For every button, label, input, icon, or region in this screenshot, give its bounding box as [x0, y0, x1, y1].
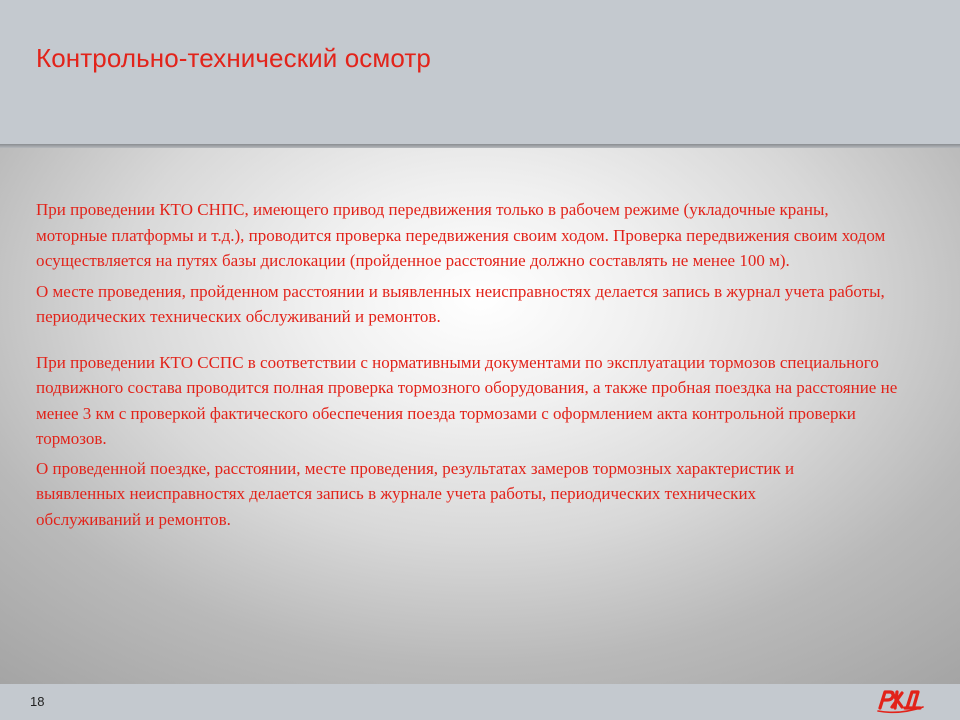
body-text — [36, 197, 916, 532]
rzd-logo-icon — [876, 686, 926, 714]
slide-header — [0, 0, 960, 144]
slide-footer — [0, 684, 960, 720]
slide-content — [0, 148, 960, 684]
slide-title: Контрольно-технический осмотр — [36, 43, 431, 73]
paragraph-ssps-record: О проведенной поездке, расстоянии, месте проведения, результатах замеров тормозных характеристик и выявленных неисправностях делается запись в журнале учета работы, периодических технических обслуживаний и ремонтов. — [36, 458, 795, 529]
paragraph-ssps-check: При проведении КТО ССПС в соответствии с нормативными документами по эксплуатации тормозов специального подвижного состава проводится полная проверка тормозного оборудования, а также пробная поездка на расстояние не менее 3 км с проверкой фактического обеспечения поезда тормозами с оформлением акта контрольной проверки тормозов. — [36, 352, 898, 448]
page-number: 18 — [30, 694, 45, 709]
paragraph-snps-check: При проведении КТО СНПС, имеющего привод передвижения только в рабочем режиме (укладочные краны, моторные платформы и т.д.), проводится проверка передвижения своим ходом. Проверка передвижения своим ходом осуществляется на путях базы дислокации (пройденное расстояние должно составлять не менее 100 м). — [36, 200, 886, 270]
paragraph-snps-record: О месте проведения, пройденном расстоянии и выявленных неисправностях делается запись в журнал учета работы, периодических технических обслуживаний и ремонтов. — [36, 281, 885, 326]
